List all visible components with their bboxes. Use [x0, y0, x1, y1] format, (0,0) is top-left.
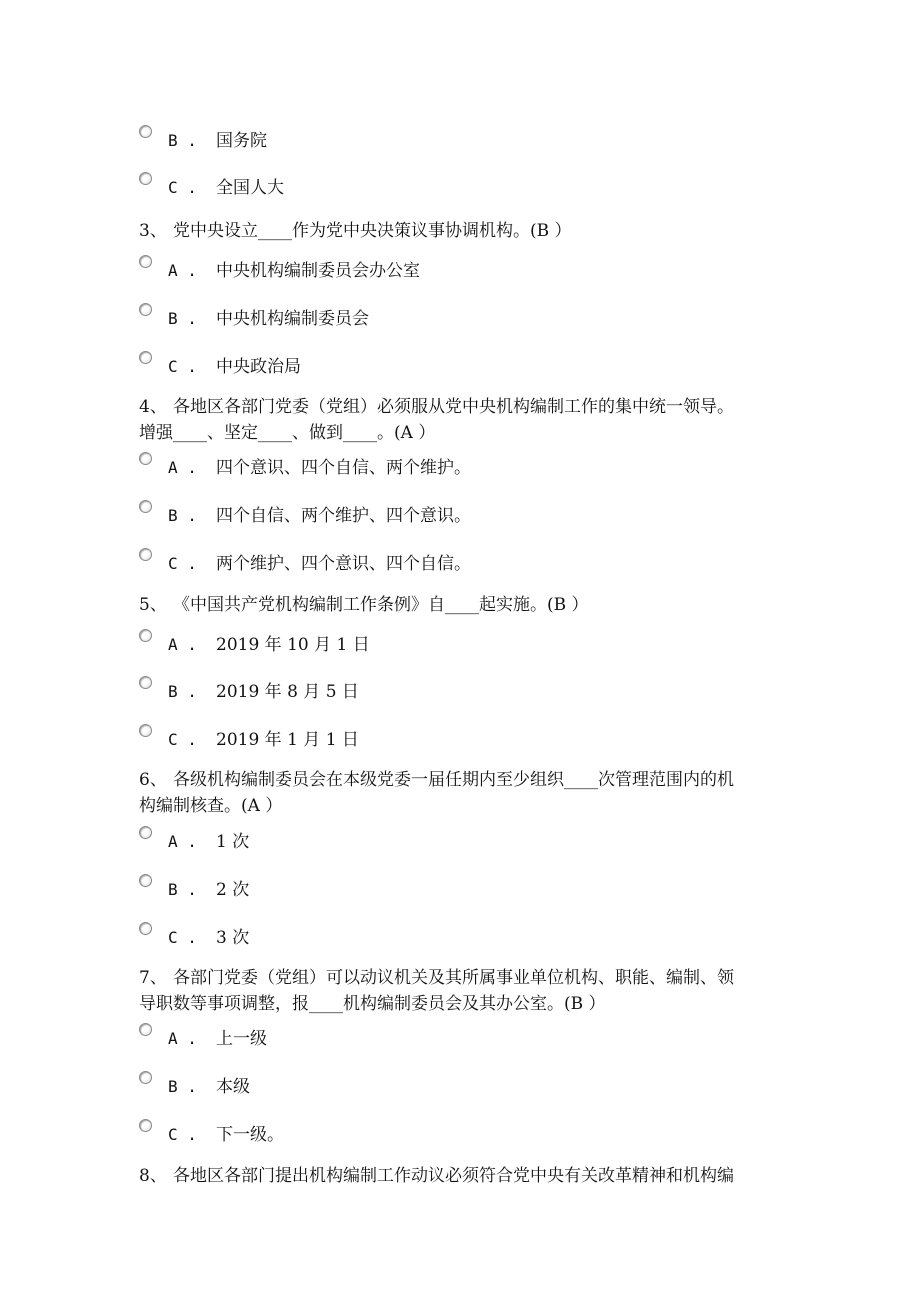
option-letter: B . [168, 131, 197, 150]
option-text: 下一级。 [216, 1125, 284, 1145]
answer-option[interactable] [0, 634, 920, 660]
question-number: 7、 [139, 968, 167, 988]
radio-button-icon[interactable] [139, 452, 152, 465]
option-text: 中央机构编制委员会办公室 [216, 261, 420, 281]
option-letter: C . [168, 554, 197, 573]
option-letter: B . [168, 682, 197, 701]
option-text: 本级 [216, 1077, 250, 1097]
option-text: 全国人大 [216, 178, 284, 198]
radio-button-icon[interactable] [139, 676, 152, 689]
option-text: 中央机构编制委员会 [216, 309, 369, 329]
question-line [139, 965, 789, 991]
radio-button-icon[interactable] [139, 724, 152, 737]
option-letter: A . [168, 635, 197, 654]
option-text: 上一级 [216, 1029, 267, 1049]
question-number: 6、 [139, 770, 167, 790]
question-line-text: 各部门党委（党组）可以动议机关及其所属事业单位机构、职能、编制、领 [173, 968, 734, 988]
answer-option[interactable] [0, 729, 920, 755]
question-line-text: 增强____、坚定____、做到____。(A ） [139, 423, 436, 443]
radio-button-icon[interactable] [139, 303, 152, 316]
option-text: 中央政治局 [216, 357, 301, 377]
option-letter: C . [168, 178, 197, 197]
option-letter: C . [168, 730, 197, 749]
question-text [139, 592, 789, 618]
answer-option[interactable] [0, 553, 920, 579]
question-number: 4、 [139, 397, 167, 417]
question-number: 3、 [139, 221, 167, 241]
option-text: 1 次 [216, 832, 250, 852]
option-letter: C . [168, 1125, 197, 1144]
answer-option[interactable] [0, 1028, 920, 1054]
answer-option[interactable] [0, 177, 920, 203]
question-text [139, 218, 789, 244]
option-letter: A . [168, 1029, 197, 1048]
question-number: 8、 [139, 1166, 167, 1186]
option-text: 2019 年 1 月 1 日 [216, 730, 359, 750]
option-text: 国务院 [216, 131, 267, 151]
radio-button-icon[interactable] [139, 826, 152, 839]
question-line [139, 218, 789, 244]
question-line [139, 1163, 789, 1189]
answer-option[interactable] [0, 1124, 920, 1150]
question-text [139, 965, 789, 1017]
option-text: 2019 年 10 月 1 日 [216, 635, 370, 655]
question-line-text: 各地区各部门党委（党组）必须服从党中央机构编制工作的集中统一领导。 [173, 397, 734, 417]
question-line-text: 党中央设立____作为党中央决策议事协调机构。(B ） [173, 221, 572, 241]
answer-option[interactable] [0, 879, 920, 905]
question-line-text: 各地区各部门提出机构编制工作动议必须符合党中央有关改革精神和机构编 [173, 1166, 734, 1186]
answer-option[interactable] [0, 457, 920, 483]
answer-option[interactable] [0, 130, 920, 156]
question-line [139, 420, 789, 446]
radio-button-icon[interactable] [139, 874, 152, 887]
question-line [139, 592, 789, 618]
answer-option[interactable] [0, 1076, 920, 1102]
question-line-text: 《中国共产党机构编制工作条例》自____起实施。(B ） [173, 595, 589, 615]
question-text [139, 1163, 789, 1189]
radio-button-icon[interactable] [139, 172, 152, 185]
question-text [139, 394, 789, 446]
answer-option[interactable] [0, 308, 920, 334]
option-letter: A . [168, 261, 197, 280]
radio-button-icon[interactable] [139, 500, 152, 513]
option-text: 两个维护、四个意识、四个自信。 [216, 554, 471, 574]
option-letter: C . [168, 928, 197, 947]
radio-button-icon[interactable] [139, 1119, 152, 1132]
option-letter: A . [168, 458, 197, 477]
option-letter: B . [168, 1077, 197, 1096]
question-line [139, 991, 789, 1017]
option-letter: B . [168, 506, 197, 525]
question-line [139, 793, 789, 819]
question-line [139, 767, 789, 793]
question-line [139, 394, 789, 420]
answer-option[interactable] [0, 927, 920, 953]
question-number: 5、 [139, 595, 167, 615]
option-text: 2 次 [216, 880, 250, 900]
question-text [139, 767, 789, 819]
radio-button-icon[interactable] [139, 125, 152, 138]
answer-option[interactable] [0, 505, 920, 531]
answer-option[interactable] [0, 260, 920, 286]
option-letter: B . [168, 309, 197, 328]
option-text: 四个意识、四个自信、两个维护。 [216, 458, 471, 478]
radio-button-icon[interactable] [139, 351, 152, 364]
radio-button-icon[interactable] [139, 1023, 152, 1036]
radio-button-icon[interactable] [139, 255, 152, 268]
radio-button-icon[interactable] [139, 629, 152, 642]
question-line-text: 各级机构编制委员会在本级党委一届任期内至少组织____次管理范围内的机 [173, 770, 734, 790]
option-letter: C . [168, 357, 197, 376]
question-line-text: 构编制核查。(A ） [139, 796, 283, 816]
option-text: 2019 年 8 月 5 日 [216, 682, 359, 702]
option-letter: B . [168, 880, 197, 899]
answer-option[interactable] [0, 681, 920, 707]
option-letter: A . [168, 832, 197, 851]
radio-button-icon[interactable] [139, 922, 152, 935]
radio-button-icon[interactable] [139, 1071, 152, 1084]
option-text: 四个自信、两个维护、四个意识。 [216, 506, 471, 526]
option-text: 3 次 [216, 928, 250, 948]
radio-button-icon[interactable] [139, 548, 152, 561]
answer-option[interactable] [0, 831, 920, 857]
answer-option[interactable] [0, 356, 920, 382]
question-line-text: 导职数等事项调整，报____机构编制委员会及其办公室。(B ） [139, 994, 606, 1014]
